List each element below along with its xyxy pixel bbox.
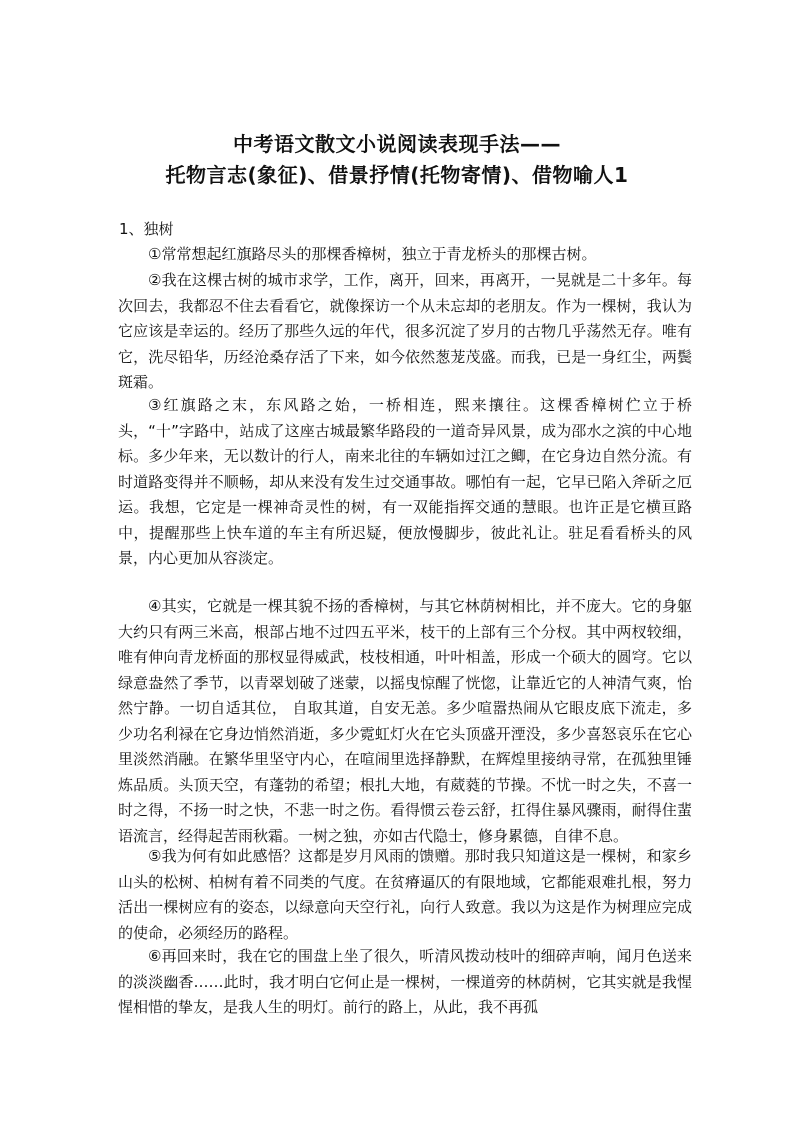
paragraph-1: ①常常想起红旗路尽头的那棵香樟树，独立于青龙桥头的那棵古树。 bbox=[148, 245, 597, 263]
document-title-line2: 托物言志(象征)、借景抒情(托物寄情)、借物喻人1 bbox=[165, 163, 629, 187]
paragraph-6: ⑥再回来时，我在它的围盘上坐了很久，听清风拨动枝叶的细碎声响，闻月色送来的淡淡幽香……此时，我才明白它何止是一棵树，一棵道旁的林荫树，它其实就是我惺惺相惜的挚友，是我人生的明灯。前行的路上，从此，我不再孤 bbox=[118, 947, 692, 1016]
paragraph-3: ③红旗路之末，东风路之始，一桥相连，熙来攘往。这棵香樟树伫立于桥头，“十”字路中，站成了这座古城最繁华路段的一道奇异风景，成为邵水之滨的中心地标。多少年来，无以数计的行人，南来北往的车辆如过江之鲫，在它身边自然分流。有时道路变得并不顺畅，却从来没有发生过交通事故。哪怕有一起，它早已陷入斧斫之厄运。我想，它定是一棵神奇灵性的树，有一双能指挥交通的慧眼。也许正是它横亘路中，提醒那些上快车道的车主有所迟疑，便放慢脚步，彼此礼让。驻足看看桥头的风景，内心更加从容淡定。 bbox=[118, 396, 692, 567]
paragraph-2: ②我在这棵古树的城市求学，工作，离开，回来，再离开，一晃就是二十多年。每次回去，我都忍不住去看看它，就像探访一个从未忘却的老朋友。作为一棵树，我认为它应该是幸运的。经历了那些久远的年代，很多沉淀了岁月的古物几乎荡然无存。唯有它，洗尽铅华，历经沧桑存活了下来，如今依然葱茏茂盛。而我，已是一身红尘，两鬓斑霜。 bbox=[118, 271, 692, 391]
section-heading: 1、独树 bbox=[119, 220, 174, 238]
paragraph-4: ④其实，它就是一棵其貌不扬的香樟树，与其它林荫树相比，并不庞大。它的身躯大约只有两三米高，根部占地不过四五平米，枝干的上部有三个分杈。其中两杈较细，唯有伸向青龙桥面的那杈显得威武，枝枝相通，叶叶相盖，形成一个硕大的圆穹。它以绿意盎然了季节，以青翠划破了迷蒙，以摇曳惊醒了恍惚，让靠近它的人神清气爽，怡然宁静。一切自适其位， 自取其道，自安无恙。多少喧嚣热闹从它眼皮底下流走，多少功名利禄在它身边悄然消逝，多少霓虹灯火在它头顶盛开湮没，多少喜怒哀乐在它心里淡然消融。在繁华里坚守内心，在喧闹里选择静默，在辉煌里接纳寻常，在孤独里锤炼品质。头顶天空，有蓬勃的希望；根扎大地，有葳蕤的节操。不忧一时之失，不喜一时之得，不扬一时之快，不悲一时之伤。看得惯云卷云舒，扛得住暴风骤雨，耐得住蜚语流言，经得起苦雨秋霜。一树之独，亦如古代隐士，修身累德，自律不息。 bbox=[118, 597, 692, 845]
paragraph-5: ⑤我为何有如此感悟？这都是岁月风雨的馈赠。那时我只知道这是一棵树，和家乡山头的松树、柏树有着不同类的气度。在贫瘠逼仄的有限地域，它都能艰难扎根，努力活出一棵树应有的姿态，以绿意向天空行礼，向行人致意。我以为这是作为树理应完成的使命，必须经历的路程。 bbox=[118, 847, 692, 942]
document-title-line1: 中考语文散文小说阅读表现手法—— bbox=[233, 132, 561, 156]
